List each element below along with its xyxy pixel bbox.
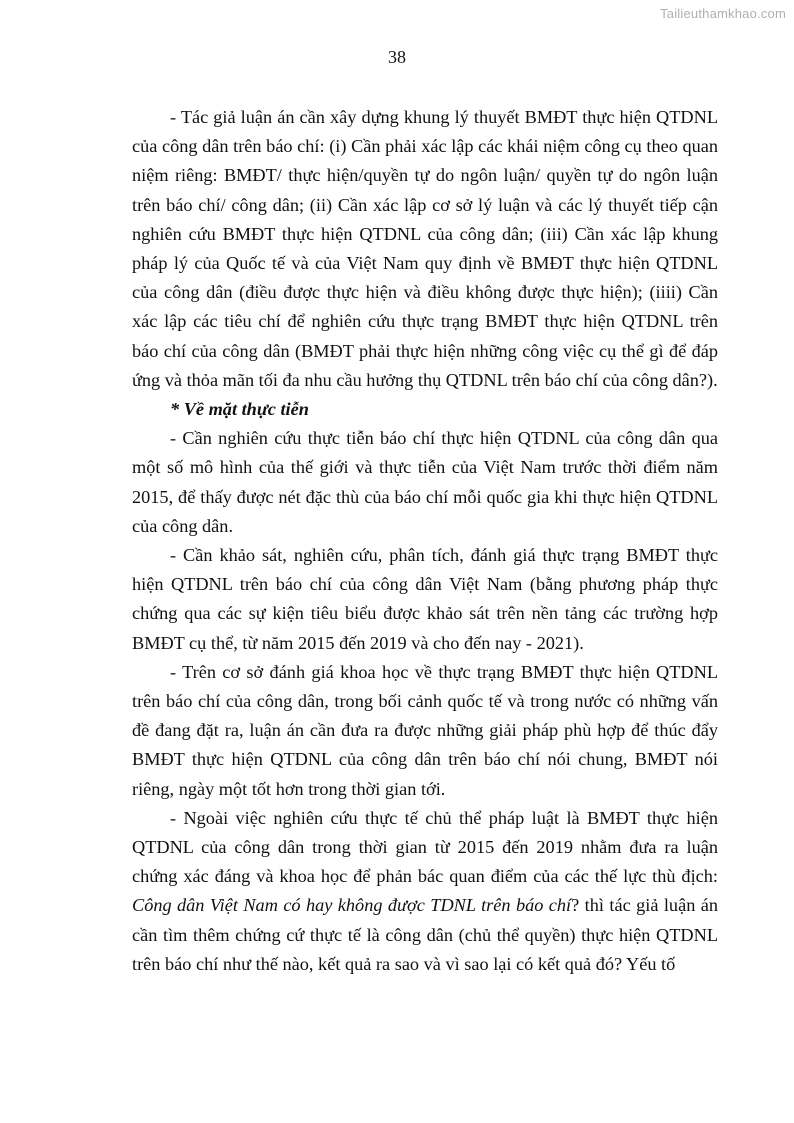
paragraph-practice-models: - Cần nghiên cứu thực tiễn báo chí thực hiện QTDNL của công dân qua một số mô hình của thế giới và thực tiễn của Việt Nam trước thời điểm năm 2015, để thấy được nét đặc thù của báo chí mỗi quốc gia khi thực hiện QTDNL của công dân. — [132, 428, 718, 536]
paragraph-solutions: - Trên cơ sở đánh giá khoa học về thực trạng BMĐT thực hiện QTDNL trên báo chí của công dân, trong bối cảnh quốc tế và trong nước có những vấn đề đang đặt ra, luận án cần đưa ra được những giải pháp phù hợp để thúc đẩy BMĐT thực hiện QTDNL của công dân trên báo chí nói chung, BMĐT nói riêng, ngày một tốt hơn trong thời gian tới. — [132, 661, 718, 799]
page-number: 38 — [388, 47, 406, 67]
paragraph-evidence-question: Công dân Việt Nam có hay không được TDNL trên báo chí — [132, 895, 572, 916]
paragraph-evidence-start: - Ngoài việc nghiên cứu thực tế chủ thể pháp luật là BMĐT thực hiện QTDNL của công dân trong thời gian từ 2015 đến 2019 nhằm đưa ra luận chứng xác đáng và khoa học để phản bác quan điểm của các thế lực thù địch: — [132, 807, 718, 887]
document-body — [132, 103, 718, 979]
section-heading-practice: * Về mặt thực tiễn — [170, 399, 309, 420]
paragraph-survey: - Cần khảo sát, nghiên cứu, phân tích, đánh giá thực trạng BMĐT thực hiện QTDNL trên báo chí của công dân Việt Nam (bằng phương pháp thực chứng qua các sự kiện tiêu biểu được khảo sát trên nền tảng các trường hợp BMĐT cụ thể, từ năm 2015 đến 2019 và cho đến nay - 2021). — [132, 545, 718, 653]
paragraph-evidence — [132, 804, 718, 979]
watermark: Tailieuthamkhao.com — [660, 6, 786, 21]
paragraph-theory: - Tác giả luận án cần xây dựng khung lý thuyết BMĐT thực hiện QTDNL của công dân trên báo chí: (i) Cần phải xác lập các khái niệm công cụ theo quan niệm riêng: BMĐT/ thực hiện/quyền tự do ngôn luận/ quyền tự do ngôn luận trên báo chí/ công dân; (ii) Cần xác lập cơ sở lý luận và các lý thuyết tiếp cận nghiên cứu BMĐT thực hiện QTDNL của công dân; (iii) Cần xác lập khung pháp lý của Quốc tế và của Việt Nam quy định về BMĐT thực hiện QTDNL của công dân (điều được thực hiện và điều không được thực hiện); (iiii) Cần xác lập các tiêu chí để nghiên cứu thực trạng BMĐT thực hiện QTDNL trên báo chí của công dân (BMĐT phải thực hiện những công việc cụ thể gì để đáp ứng và thỏa mãn tối đa nhu cầu hưởng thụ QTDNL trên báo chí của công dân?). — [132, 107, 718, 390]
paragraph-evidence-end: ? thì tác giả luận án cần tìm thêm chứng cứ thực tế là công dân (chủ thể quyền) thực hiện QTDNL trên báo chí như thế nào, kết quả ra sao và vì sao lại có kết quả đó? Yếu tố — [132, 895, 718, 974]
